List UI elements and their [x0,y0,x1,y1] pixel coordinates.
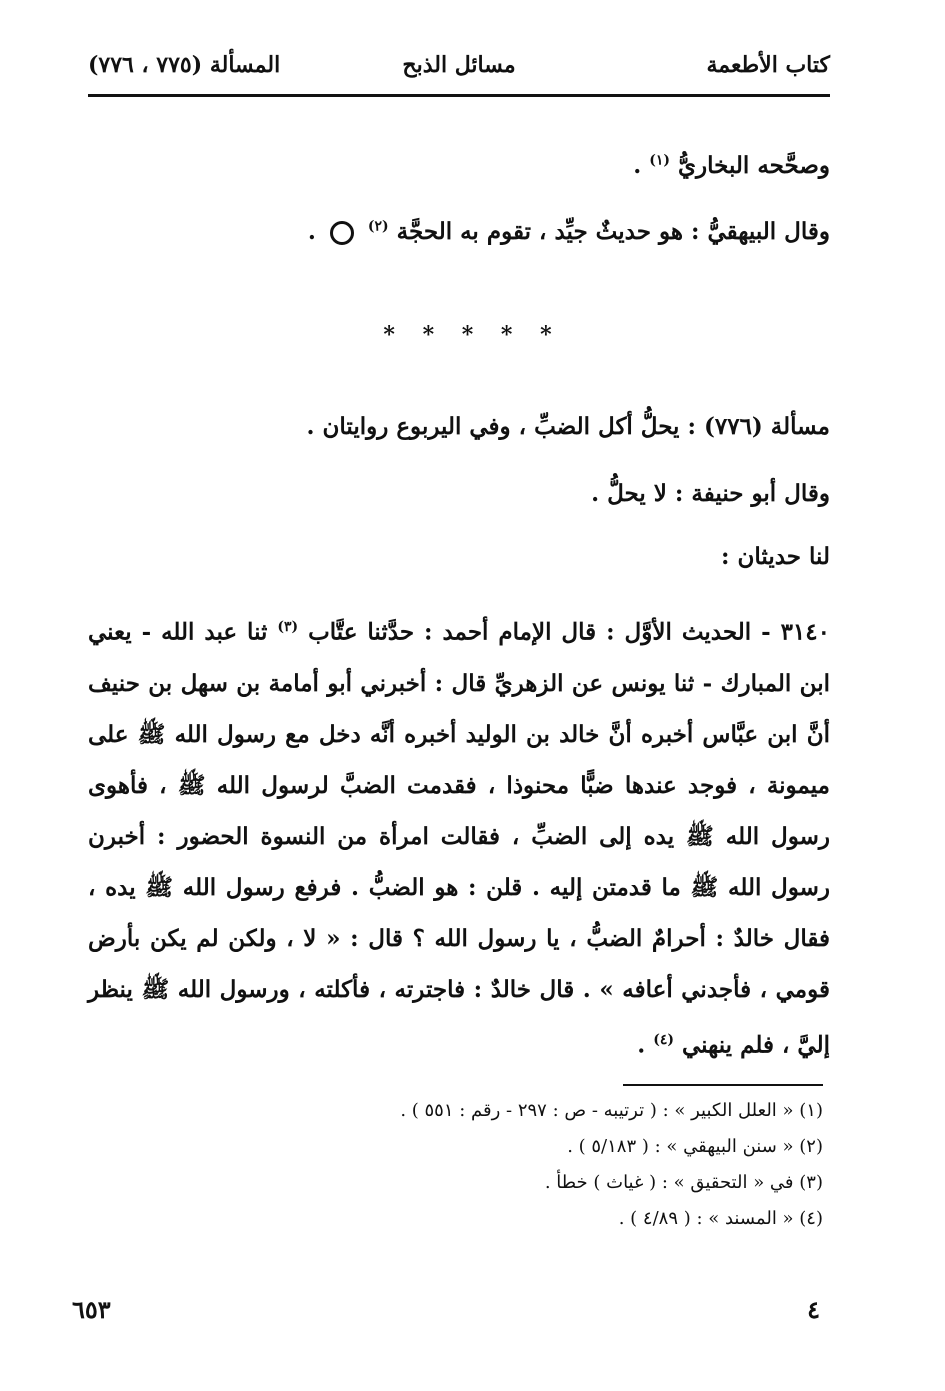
header-issue-range: المسألة (٧٧٥ ، ٧٧٦) [88,52,281,78]
page-number: ٦٥٣ [72,1295,111,1324]
line-2-text: وقال البيهقيُّ : هو حديثٌ جيِّد ، تقوم به الحجَّة [396,218,830,245]
two-hadiths-line: لنا حديثان : [721,543,830,570]
text-line-2 [308,218,830,246]
footnote-ref-1: (١) [649,152,670,169]
footnote-4: (٤) « المسند » : ( ٤/٨٩ ) . [618,1208,823,1229]
footnote-ref-3: (٣) [277,619,299,635]
hadith-number: ٣١٤٠ [780,618,830,646]
footnote-ref-2: (٢) [367,218,389,235]
issue-statement: يحلُّ أكل الضبِّ ، وفي اليربوع روايتان . [306,413,680,440]
issue-heading-line [306,413,830,442]
section-separator-stars: * * * * * [383,322,562,348]
header-rule [88,94,830,97]
hadith-intro: - الحديث الأوَّل : قال الإمام أحمد : حدَّثنا عتَّاب [308,618,781,646]
circle-end-marker-icon [330,221,354,245]
abu-hanifa-line: وقال أبو حنيفة : لا يحلُّ . [591,480,830,507]
footnote-1: (١) « العلل الكبير » : ( ترتيبه - ص : ٢٩٧ - رقم : ٥٥١ ) . [400,1100,823,1121]
prophet-quote: « لا ، ولكن لم يكن بأرض قومي ، فأجدني أعافه » [88,924,830,1003]
text-line-1 [633,152,830,180]
running-header [88,52,830,92]
header-book-title: كتاب الأطعمة [706,52,830,78]
footnote-3: (٣) في « التحقيق » : ( غياث ) خطأ . [544,1172,823,1193]
line-2-end: . [307,218,324,245]
footnote-2: (٢) « سنن البيهقي » : ( ٥/١٨٣ ) . [567,1136,823,1157]
footnote-rule [623,1084,823,1086]
hadith-paragraph [88,602,830,1070]
hadith-end: . [637,1031,654,1059]
hadith-body-1: ثنا عبد الله - يعني ابن المبارك - ثنا يونس عن الزهريِّ قال : أخبرني أبو أمامة بن سهل بن حنيف أنَّ ابن عبَّاس أخبره أنَّ خالد بن الوليد أخبره أنَّه دخل مع رسول الله ﷺ على ميمونة ، فوجد عندها ضبًّا محنوذا ، فقدمت الضبَّ لرسول الله ﷺ ، فأهوى رسول الله ﷺ يده إلى الضبِّ ، فقالت امرأة من النسوة الحضور : أخبرن رسول الله ﷺ ما قدمتن إليه . قلن : هو الضبُّ . فرفع رسول الله ﷺ يده ، فقال خالدٌ : أحرامٌ الضبُّ ، يا رسول الله ؟ قال : [88,618,830,952]
issue-number-heading: مسألة (٧٧٦) : [679,413,830,440]
hadith-body-2: . قال خالدٌ : فاجترته ، فأكلته ، ورسول الله ﷺ ينظر إليَّ ، فلم ينهني [88,975,830,1059]
line-1-end: . [633,152,650,179]
volume-number: ٤ [807,1295,820,1324]
header-chapter-title: مسائل الذبح [402,52,516,78]
footnote-ref-4: (٤) [653,1031,674,1048]
line-1-text: وصحَّحه البخاريُّ [678,152,830,179]
